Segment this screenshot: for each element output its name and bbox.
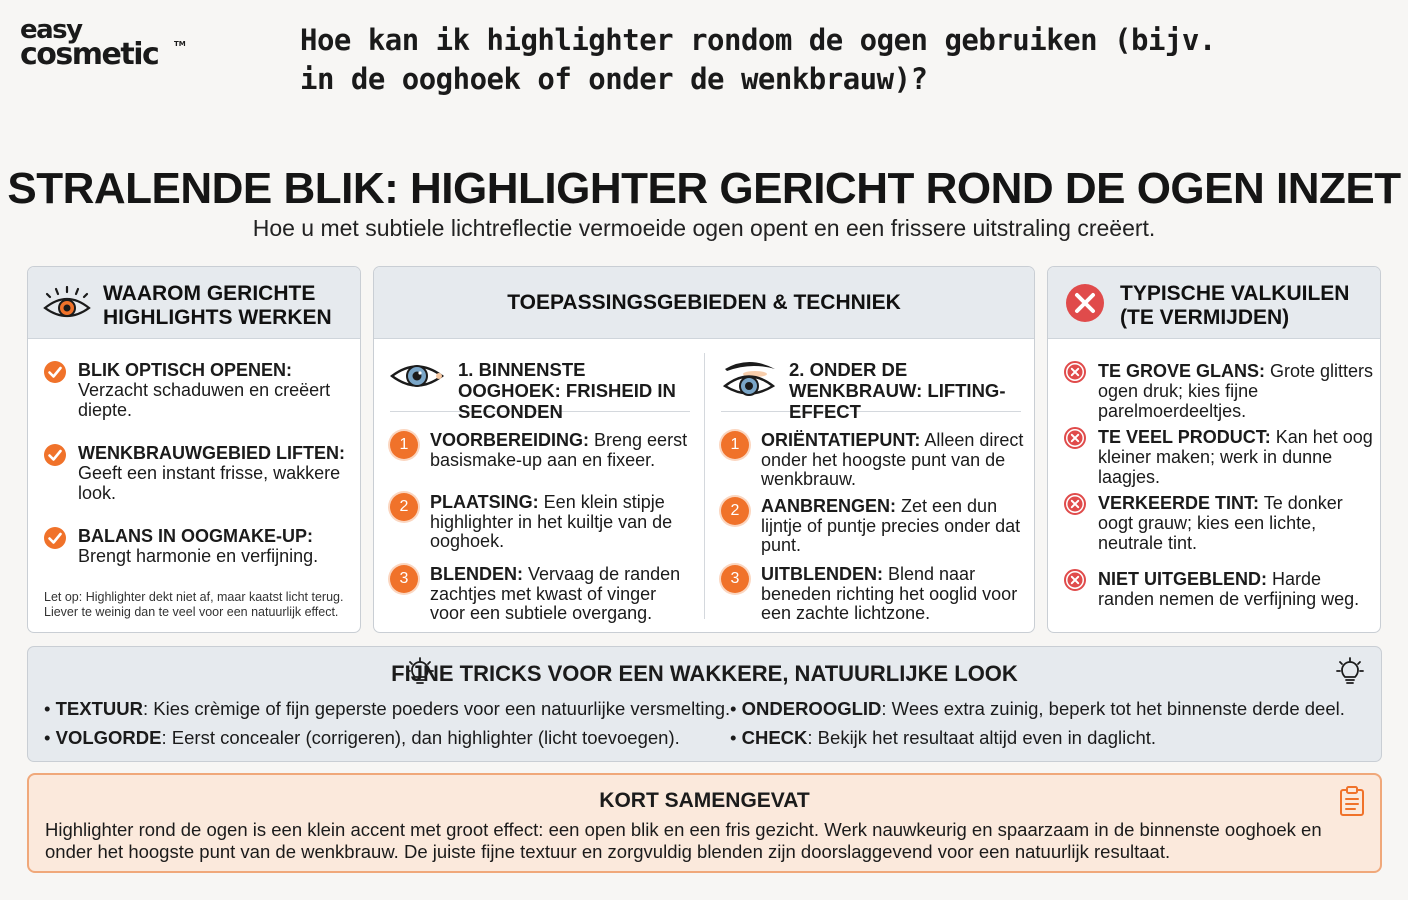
step-text: Blend naar beneden richting het ooglid voor een zachte lichtzone. [761,564,1018,623]
why-note: Let op: Highlighter dekt niet af, maar kaatst licht terug. Liever te weinig dan te veel voor een natuurlijk effect. [44,590,344,619]
why-item-label: BLIK OPTISCH OPENEN: [78,360,293,380]
step-text: Een klein stipje highlighter in het kuiltje van de ooghoek. [430,492,673,551]
why-item-text: Geeft een instant frisse, wakkere look. [78,463,341,503]
step-text: Breng eerst basismake-up aan en fixeer. [430,430,688,470]
step-text: Vervaag de randen zachtjes met kwast of vinger voor een subtiele overgang. [430,564,681,623]
pitfall-item [1064,361,1379,421]
pitfalls-panel-header [1048,267,1380,339]
tip-text: : Eerst concealer (corrigeren), dan highlighter (licht toevoegen). [161,727,680,748]
step-number-badge: 3 [721,565,749,593]
why-panel-header [28,267,360,339]
why-panel [27,266,361,633]
why-item-text: Brengt harmonie en verfijning. [78,546,319,566]
question-heading: Hoe kan ik highlighter rondom de ogen gebruiken (bijv. in de ooghoek of onder de wenkbrauw)? [300,23,1216,96]
step-text: Zet een dun lijntje of puntje precies onder dat punt. [761,496,1021,555]
tips-panel [27,646,1382,762]
brow-title: 2. ONDER DE WENKBRAUW: LIFTING-EFFECT [789,359,1006,422]
step-label: ORIËNTATIEPUNT: [761,430,921,450]
tip-label: TEXTUUR [55,698,143,719]
step-number-badge: 3 [390,565,418,593]
step-item [721,565,1026,624]
step-number-badge: 2 [721,497,749,525]
step-label: AANBRENGEN: [761,496,896,516]
tip-text: : Wees extra zuinig, beperk tot het binnenste derde deel. [881,698,1345,719]
why-item [43,526,353,566]
pitfall-label: VERKEERDE TINT: [1098,493,1260,513]
pitfalls-panel [1047,266,1381,633]
step-item [721,431,1026,490]
summary-text: Highlighter rond de ogen is een klein accent met groot effect: een open blik en een fris gezicht. Werk nauwkeurig en spaarzaam in de binnenste ooghoek en onder het hoogste punt van de wenkbrauw. De juiste fijne textuur en zorgvuldig blenden zijn doorslaggevend voor een natuurlijk resultaat. [45,819,1322,862]
step-text: Alleen direct onder het hoogste punt van de wenkbrauw. [761,430,1024,489]
x-circle-icon [1065,283,1105,328]
eye-corner-icon [390,359,444,398]
step-label: VOORBEREIDING: [430,430,590,450]
step-item [390,565,695,624]
step-label: UITBLENDEN: [761,564,883,584]
step-label: BLENDEN: [430,564,523,584]
brow-column [705,339,1035,632]
pitfall-label: TE VEEL PRODUCT: [1098,427,1271,447]
technique-panel [373,266,1035,633]
tip-item: • VOLGORDE: Eerst concealer (corrigeren), dan highlighter (licht toevoegen). [44,727,680,748]
eyebrow-eye-icon [721,359,777,404]
page-subtitle: Hoe u met subtiele lichtreflectie vermoeide ogen opent en een frissere uitstraling creëert. [252,215,1156,241]
brand-logo [20,16,190,70]
pitfall-text: Harde randen nemen de verfijning weg. [1098,569,1360,609]
step-number-badge: 1 [390,431,418,459]
step-item [390,431,695,470]
x-circle-icon [1064,569,1086,595]
why-panel-title: WAAROM GERICHTE HIGHLIGHTS WERKEN [103,282,332,329]
inner-corner-column [374,339,704,632]
why-item-text: Verzacht schaduwen en creëert diepte. [78,380,331,420]
step-number-badge: 1 [721,431,749,459]
x-circle-icon [1064,361,1086,387]
step-item [390,493,695,552]
pitfall-text: Grote glitters ogen druk; kies fijne parelmoerdeeltjes. [1098,361,1374,421]
x-circle-icon [1064,427,1086,453]
step-item [721,497,1026,556]
tip-text: : Kies crèmige of fijn geperste poeders voor een natuurlijke versmelting. [143,698,731,719]
check-circle-icon [43,360,67,388]
lightbulb-icon [1336,657,1364,692]
tip-label: CHECK [741,727,808,748]
why-item [43,360,353,420]
pitfall-item [1064,427,1379,487]
brow-header [721,355,1021,422]
eye-icon [42,286,92,325]
technique-panel-title: TOEPASSINGSGEBIEDEN & TECHNIEK [507,291,901,314]
why-item-label: WENKBRAUWGEBIED LIFTEN: [78,443,345,463]
clipboard-icon [1339,785,1365,822]
tip-label: ONDEROOGLID [741,698,882,719]
pitfalls-panel-title: TYPISCHE VALKUILEN (TE VERMIJDEN) [1120,282,1350,329]
tip-item: • CHECK: Bekijk het resultaat altijd even in daglicht. [730,727,1157,748]
tip-text: : Bekijk het resultaat altijd even in daglicht. [807,727,1157,748]
brand-logo-line1: easy [20,15,82,45]
pitfall-item [1064,569,1379,609]
summary-panel [27,773,1382,873]
summary-title: KORT SAMENGEVAT [599,789,810,812]
brand-logo-line2: cosmetic [20,37,159,72]
pitfall-item [1064,493,1379,553]
tips-title: FIJNE TRICKS VOOR EEN WAKKERE, NATUURLIJKE LOOK [391,661,1018,686]
x-circle-icon [1064,493,1086,519]
why-item-label: BALANS IN OOGMAKE-UP: [78,526,313,546]
brand-logo-tm: TM [174,40,186,48]
pitfall-text: Te donker oogt grauw; kies een lichte, neutrale tint. [1098,493,1343,553]
inner-corner-title: 1. BINNENSTE OOGHOEK: FRISHEID IN SECONDEN [458,359,676,422]
technique-panel-header [374,267,1034,339]
tip-label: VOLGORDE [55,727,162,748]
check-circle-icon [43,443,67,471]
step-number-badge: 2 [390,493,418,521]
why-item [43,443,353,503]
pitfall-label: NIET UITGEBLEND: [1098,569,1267,589]
pitfall-text: Kan het oog kleiner maken; werk in dunne laagjes. [1098,427,1373,487]
tip-item: • ONDEROOGLID: Wees extra zuinig, beperk tot het binnenste derde deel. [730,698,1345,719]
page-title: STRALENDE BLIK: HIGHLIGHTER GERICHT ROND DE OGEN INZET [7,164,1401,213]
check-circle-icon [43,526,67,554]
pitfall-label: TE GROVE GLANS: [1098,361,1266,381]
inner-corner-header [390,355,690,422]
tip-item: • TEXTUUR: Kies crèmige of fijn geperste poeders voor een natuurlijke versmelting. [44,698,731,719]
step-label: PLAATSING: [430,492,539,512]
